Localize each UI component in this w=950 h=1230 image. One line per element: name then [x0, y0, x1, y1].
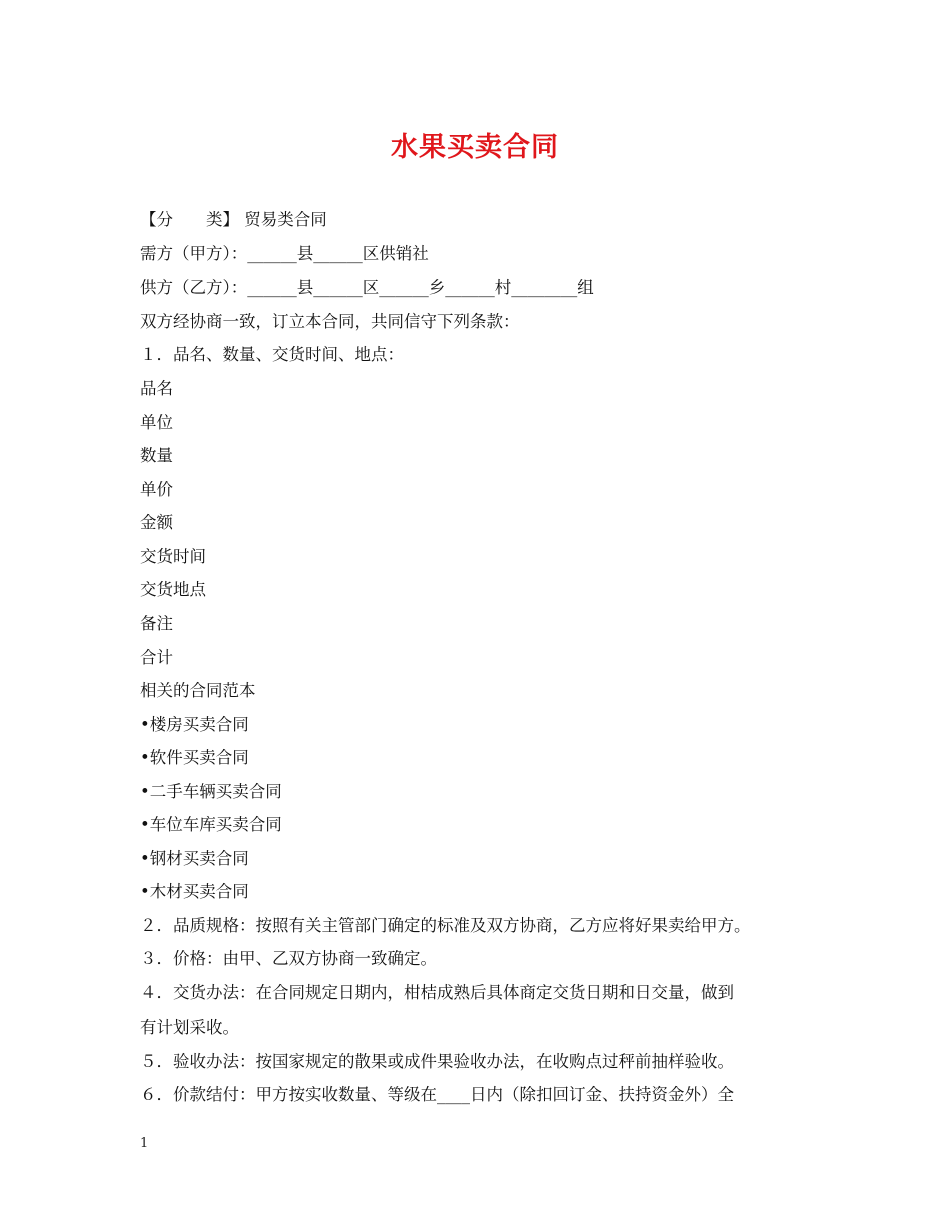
- related-template-link[interactable]: •楼房买卖合同: [140, 715, 249, 734]
- clause-4: ４．交货办法：在合同规定日期内，柑桔成熟后具体商定交货日期和日交量，做到: [140, 983, 734, 1002]
- contract-title: 水果买卖合同: [391, 132, 559, 163]
- seller-line: 供方（乙方）：______县______区______乡______村________组: [140, 278, 594, 297]
- field-unit: 单位: [140, 413, 173, 432]
- related-template-link[interactable]: •软件买卖合同: [140, 748, 249, 767]
- category-line: 【分 类】 贸易类合同: [140, 210, 327, 229]
- agreement-intro: 双方经协商一致，订立本合同，共同信守下列条款：: [140, 312, 520, 331]
- related-templates-heading: 相关的合同范本: [140, 681, 256, 700]
- field-quantity: 数量: [140, 446, 173, 465]
- related-template-link[interactable]: •木材买卖合同: [140, 882, 249, 901]
- field-remarks: 备注: [140, 614, 173, 633]
- related-template-link[interactable]: •钢材买卖合同: [140, 849, 249, 868]
- clause-2: ２．品质规格：按照有关主管部门确定的标准及双方协商，乙方应将好果卖给甲方。: [140, 916, 751, 935]
- field-unit-price: 单价: [140, 480, 173, 499]
- clause-6: ６．价款结付：甲方按实收数量、等级在____日内（除扣回订金、扶持资金外）全: [140, 1085, 734, 1104]
- related-template-link[interactable]: •二手车辆买卖合同: [140, 782, 282, 801]
- clause-3: ３．价格：由甲、乙双方协商一致确定。: [140, 949, 437, 968]
- field-delivery-place: 交货地点: [140, 580, 206, 599]
- field-product-name: 品名: [140, 379, 173, 398]
- buyer-line: 需方（甲方）：______县______区供销社: [140, 244, 429, 263]
- clause-5: ５．验收办法：按国家规定的散果或成件果验收办法，在收购点过秤前抽样验收。: [140, 1052, 734, 1071]
- field-delivery-time: 交货时间: [140, 547, 206, 566]
- clause-4-continued: 有计划采收。: [140, 1018, 239, 1037]
- field-total: 合计: [140, 648, 173, 667]
- related-template-link[interactable]: •车位车库买卖合同: [140, 815, 282, 834]
- clause-1-heading: １．品名、数量、交货时间、地点：: [140, 345, 404, 364]
- field-amount: 金额: [140, 513, 173, 532]
- page-number: 1: [140, 1136, 149, 1151]
